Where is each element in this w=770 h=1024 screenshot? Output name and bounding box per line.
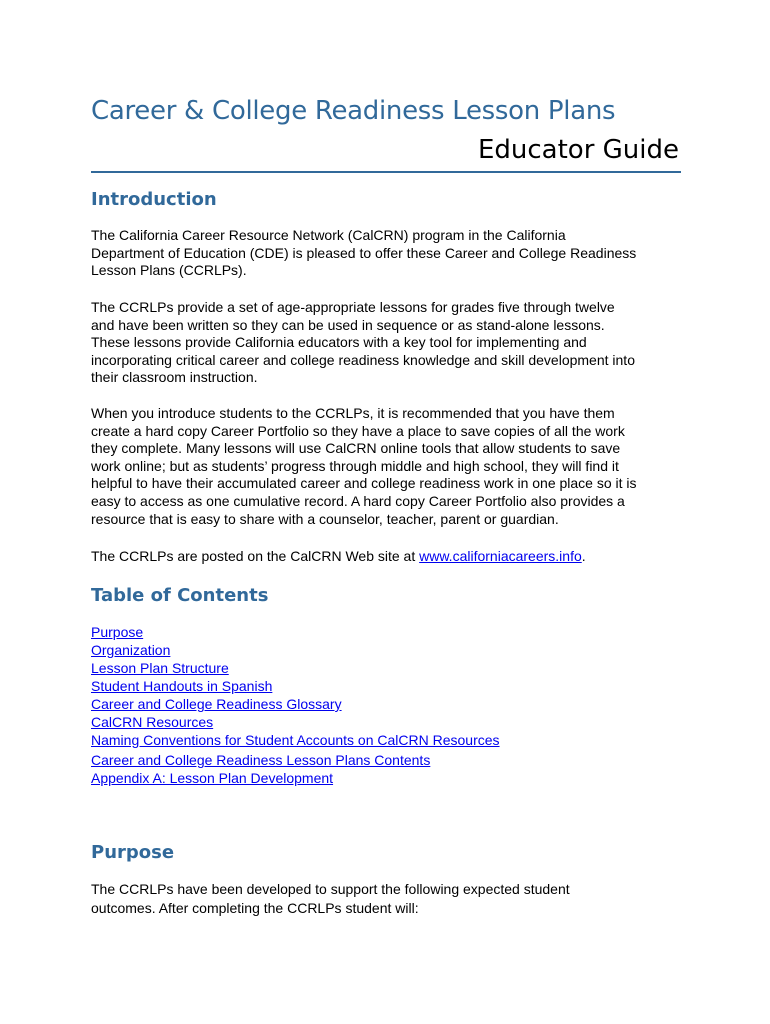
text-line [91,548,683,566]
website-prefix: The CCRLPs are posted on the CalCRN Web site at [91,548,420,564]
text-line: The CCRLPs have been developed to support the following expected student [91,881,570,897]
text-line: create a hard copy Career Portfolio so they have a place to save copies of all the work [91,422,625,439]
intro-paragraph-3 [91,405,683,528]
toc-link-glossary[interactable]: Career and College Readiness Glossary [91,696,342,712]
website-paragraph [91,548,683,566]
text-line: resource that is easy to share with a counselor, teacher, parent or guardian. [91,510,559,527]
purpose-heading: Purpose [91,842,175,863]
introduction-heading: Introduction [91,189,217,210]
toc-link-student-handouts-spanish[interactable]: Student Handouts in Spanish [91,678,273,694]
toc-link-naming-conventions[interactable]: Naming Conventions for Student Accounts on CalCRN Resources [91,732,500,748]
toc-link-lesson-plans-contents[interactable]: Career and College Readiness Lesson Plans Contents [91,752,431,768]
toc-link-purpose[interactable]: Purpose [91,624,144,640]
purpose-paragraph [91,880,683,918]
website-link[interactable]: www.californiacareers.info [419,548,582,564]
text-line: Department of Education (CDE) is pleased to offer these Career and College Readiness [91,244,637,261]
title-divider [91,171,681,173]
toc-link-appendix-a[interactable]: Appendix A: Lesson Plan Development [91,770,334,786]
text-line: outcomes. After completing the CCRLPs student will: [91,900,419,916]
document-subtitle: Educator Guide [477,135,679,165]
document-title: Career & College Readiness Lesson Plans [91,96,616,126]
toc-link-calcrn-resources[interactable]: CalCRN Resources [91,714,214,730]
text-line: and have been written so they can be used in sequence or as stand-alone lessons. [91,316,605,333]
text-line: incorporating critical career and college readiness knowledge and skill development into [91,351,635,368]
text-line: Lesson Plans (CCRLPs). [91,262,247,279]
website-suffix: . [581,548,586,564]
text-line: their classroom instruction. [91,369,258,386]
text-line: When you introduce students to the CCRLPs, it is recommended that you have them [91,405,615,421]
text-line: work online; but as students’ progress through middle and high school, they will find it [91,457,619,474]
intro-paragraph-2 [91,299,683,387]
text-line: The CCRLPs provide a set of age-appropriate lessons for grades five through twelve [91,299,615,315]
text-line: The California Career Resource Network (CalCRN) program in the California [91,227,566,243]
toc-heading: Table of Contents [91,585,269,606]
text-line: These lessons provide California educators with a key tool for implementing and [91,334,587,351]
text-line: they complete. Many lessons will use CalCRN online tools that allow students to save [91,440,621,457]
toc-link-organization[interactable]: Organization [91,642,171,658]
toc-link-lesson-plan-structure[interactable]: Lesson Plan Structure [91,660,229,676]
intro-paragraph-1 [91,227,683,280]
text-line: helpful to have their accumulated career and college readiness work in one place so it is [91,475,637,492]
text-line: easy to access as one cumulative record. A hard copy Career Portfolio also provides a [91,492,625,509]
